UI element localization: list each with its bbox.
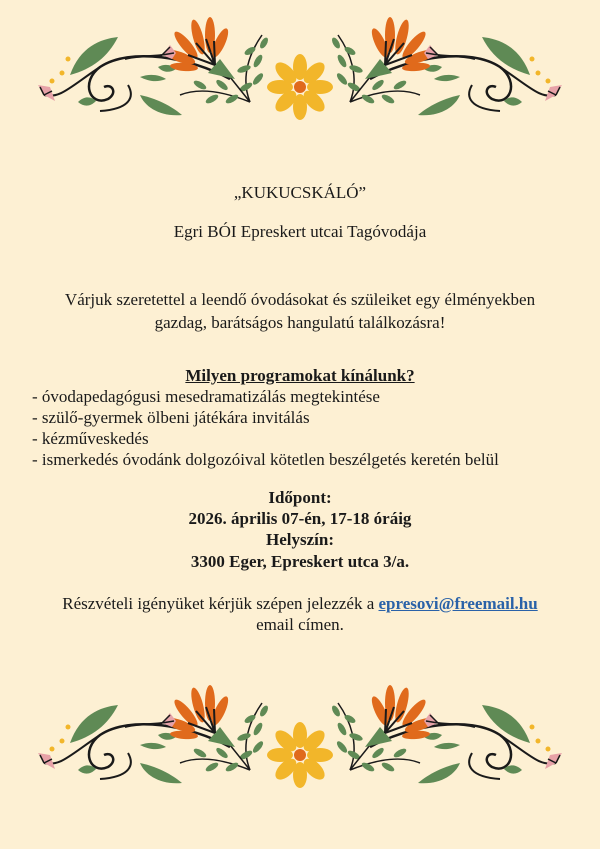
list-item: - kézműveskedés [32, 429, 149, 448]
rsvp-line-2: email címen. [256, 615, 344, 634]
flyer-title: „KUKUCSKÁLÓ” [233, 183, 367, 202]
invitation-line-2: gazdag, barátságos hangulatú találkozásra! [154, 313, 446, 332]
invitation-line-1: Várjuk szeretettel a leendő óvodásokat és szüleiket egy élményekben [64, 290, 536, 309]
date-value: 2026. április 07-én, 17-18 óráig [188, 509, 412, 528]
floral-ornament-bottom [0, 655, 600, 795]
programs-heading: Milyen programokat kínálunk? [185, 366, 415, 385]
email-link[interactable]: epresovi@freemail.hu [378, 594, 538, 613]
place-label: Helyszín: [266, 530, 334, 549]
place-value: 3300 Eger, Epreskert utca 3/a. [190, 552, 410, 571]
list-item: - óvodapedagógusi mesedramatizálás megtekintése [32, 387, 380, 406]
rsvp-text: Részvételi igényüket kérjük szépen jelezzék a [62, 594, 379, 613]
list-item: - ismerkedés óvodánk dolgozóival kötetlen beszélgetés keretén belül [32, 450, 499, 469]
date-label: Időpont: [268, 488, 332, 507]
institution-name: Egri BÓI Epreskert utcai Tagóvodája [173, 222, 427, 241]
rsvp-line-1 [0, 593, 600, 614]
list-item: - szülő-gyermek ölbeni játékára invitálás [32, 408, 310, 427]
floral-ornament-top [0, 0, 600, 127]
program-list [32, 386, 499, 470]
